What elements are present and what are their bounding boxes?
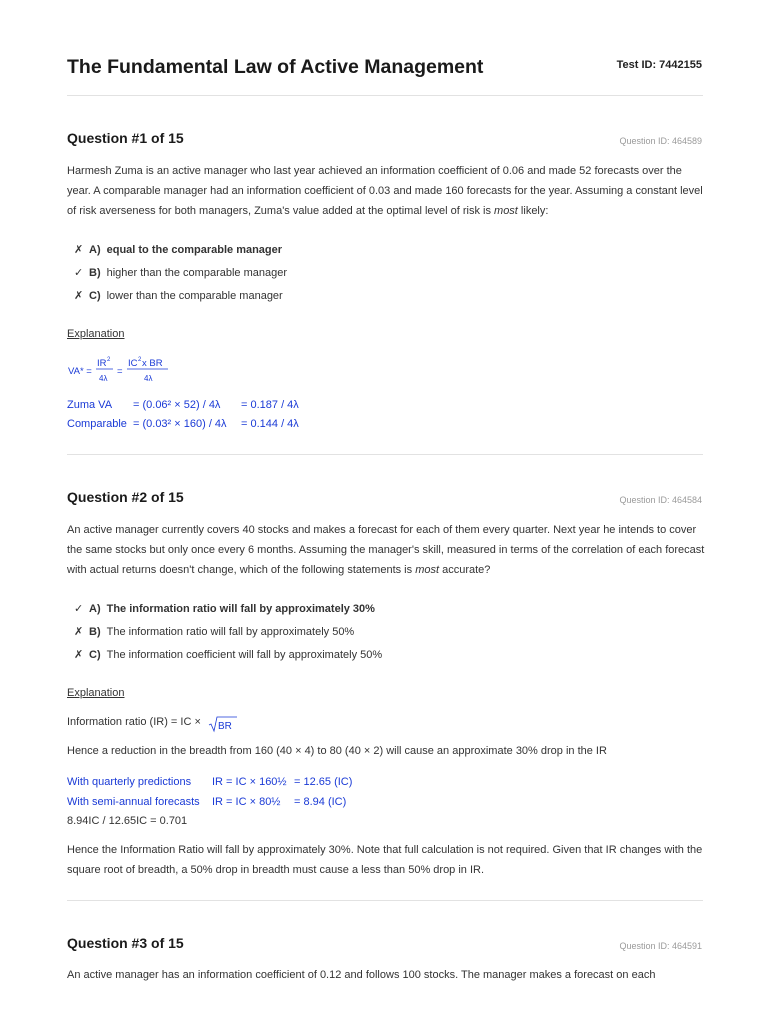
cross-icon: ✗ [74,649,84,661]
svg-text:=: = [117,366,123,377]
semi-annual-row: With semi-annual forecasts IR = IC × 80½ = 8.94 (IC) [67,796,347,808]
question-3-stem: An active manager has an information coefficient of 0.12 and follows 100 stocks. The manager makes a forecast on each [67,969,656,981]
question-3-id: Question ID: 464591 [619,941,702,951]
question-2-choice-c[interactable]: ✗ C) The information coefficient will fall by approximately 50% [74,649,383,661]
cross-icon: ✗ [74,290,84,302]
zuma-va-row: Zuma VA = (0.06² × 52) / 4λ = 0.187 / 4λ [67,399,299,411]
ir-definition: Information ratio (IR) = IC × [67,716,201,728]
question-1-choice-b[interactable]: ✓ B) higher than the comparable manager [74,267,288,279]
divider [67,454,703,455]
page-title: The Fundamental Law of Active Management [67,56,484,78]
check-icon: ✓ [74,267,84,279]
svg-text:IR: IR [97,358,107,369]
header [67,56,702,80]
divider [67,900,703,901]
svg-text:2: 2 [138,357,142,363]
svg-text:BR: BR [218,721,232,732]
question-1-choice-c[interactable]: ✗ C) lower than the comparable manager [74,290,283,302]
question-2-conclusion: Hence the Information Ratio will fall by approximately 30%. Note that full calculation is not required. Given that IR changes with the square root of breadth, a 50% drop in breadth must cause a less than 50% drop in IR. [67,844,703,876]
svg-text:x BR: x BR [142,358,163,369]
question-2-choice-b[interactable]: ✗ B) The information ratio will fall by approximately 50% [74,626,355,638]
question-2-choice-a[interactable]: ✓ A) The information ratio will fall by approximately 30% [74,603,375,615]
question-2-id: Question ID: 464584 [619,495,702,505]
quarterly-row: With quarterly predictions IR = IC × 160½ = 12.65 (IC) [67,776,353,788]
question-1-id: Question ID: 464589 [619,136,702,146]
question-2-stem: An active manager currently covers 40 stocks and makes a forecast for each of them every quarter. Next year he intends to cover the same stocks but only once every 6 months. Assuming the manager's skill, measured in terms of the correlation of each forecast with actual returns doesn't change, which of the following statements is most accurate? [67,524,705,576]
test-id: Test ID: 7442155 [616,59,702,71]
question-3-title: Question #3 of 15 [67,935,184,951]
divider [67,95,703,96]
check-icon: ✓ [74,603,84,615]
hence-breadth-line: Hence a reduction in the breadth from 160 (40 × 4) to 80 (40 × 2) will cause an approximate 30% drop in the IR [67,745,607,757]
value-added-formula [66,354,176,386]
question-2-explanation-link[interactable]: Explanation [67,687,125,699]
svg-text:4λ: 4λ [144,374,153,383]
svg-text:VA* =: VA* = [68,366,92,377]
svg-text:2: 2 [107,357,111,363]
svg-text:IC: IC [128,358,138,369]
question-1-title: Question #1 of 15 [67,130,184,146]
question-1-choice-a[interactable]: ✗ A) equal to the comparable manager [74,244,283,256]
comparable-va-row: Comparable = (0.03² × 160) / 4λ = 0.144 / 4λ [67,418,299,430]
question-2-title: Question #2 of 15 [67,489,184,505]
ratio-line: 8.94IC / 12.65IC = 0.701 [67,815,188,827]
cross-icon: ✗ [74,626,84,638]
question-1-stem: Harmesh Zuma is an active manager who last year achieved an information coefficient of 0.06 and made 52 forecasts over the year. A comparable manager had an information coefficient of 0.03 and made 160 forecasts for the year. Assuming a constant level of risk averseness for both managers, Zuma's value added at the optimal level of risk is most likely: [67,165,703,217]
cross-icon: ✗ [74,244,84,256]
sqrt-breadth-formula [208,714,238,734]
question-1-explanation-link[interactable]: Explanation [67,328,125,340]
svg-text:4λ: 4λ [99,374,108,383]
